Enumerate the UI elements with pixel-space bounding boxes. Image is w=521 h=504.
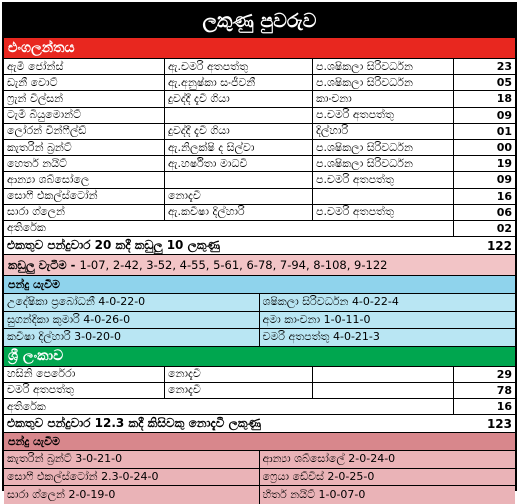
batting-row xyxy=(4,156,515,172)
runs: 09 xyxy=(496,108,512,122)
bowler: ප.ශෂිකලා සිරිවර්ධන xyxy=(313,75,454,90)
dismissal xyxy=(165,108,313,123)
bowling-row xyxy=(4,329,515,347)
bowler-figures: ශෂිකලා සිරිවර්ධන 4-0-22-4 xyxy=(262,295,399,309)
bowler-figures: අමා කාංචනා 1-0-11-0 xyxy=(262,312,371,326)
batter-name: සාරා ග්ලෙන් xyxy=(4,205,165,220)
runs: 01 xyxy=(496,124,512,138)
scorecard-title: ලකුණු පුවරුව xyxy=(4,4,515,38)
batter-name: ආන්‍යා ශබ්සෝලෙ xyxy=(4,172,165,187)
team1-header: එංගලන්තය xyxy=(4,38,515,59)
extras-label: අතිරේක xyxy=(4,221,454,236)
dismissal xyxy=(165,172,313,187)
batting-row xyxy=(4,383,515,399)
dismissal: ඇ.නිලක්ෂි ද සිල්වා xyxy=(165,140,313,155)
runs: 09 xyxy=(496,173,512,187)
dismissal: දුවද්දී දැවී ගියා xyxy=(165,124,313,139)
batting-row xyxy=(4,124,515,140)
batting-row xyxy=(4,91,515,107)
bowler xyxy=(313,367,454,382)
bowler xyxy=(313,189,454,204)
dismissal: ඇ.චමරි අතපත්තු xyxy=(165,59,313,74)
batter-name: හසිනි පෙරේරා xyxy=(4,367,165,382)
fow-label: කඩුලු වැටීම - xyxy=(8,257,76,272)
bowler: ප.ශෂිකලා සිරිවර්ධන xyxy=(313,156,454,171)
team2-batting-table xyxy=(4,367,515,399)
bowling-row xyxy=(4,294,515,312)
bowler-figures: හීතර් නයිට් 1-0-07-0 xyxy=(262,487,366,501)
extras-value: 16 xyxy=(496,400,512,414)
scorecard xyxy=(2,2,517,501)
batting-row xyxy=(4,108,515,124)
runs: 29 xyxy=(496,367,512,381)
bowler: දිල්හාරි xyxy=(313,124,454,139)
total-value: 122 xyxy=(486,238,512,253)
bowler-figures: සුගන්දිකා කුමාරි 4-0-26-0 xyxy=(4,312,260,329)
runs: 19 xyxy=(496,157,512,171)
runs: 18 xyxy=(496,92,512,106)
bowler: ප.චමරි අතපත්තු xyxy=(313,172,454,187)
bowler-figures: ආන්‍යා ශබ්සෝලේ 2-0-24-0 xyxy=(262,452,396,466)
bowler-figures: චමරි අතපත්තු 4-0-21-3 xyxy=(262,330,380,344)
team1-extras-row xyxy=(4,221,515,237)
runs: 00 xyxy=(496,141,512,155)
team2-total-row xyxy=(4,415,515,433)
dismissal: නොදැවී xyxy=(165,189,313,204)
batting-row xyxy=(4,172,515,188)
team2-bowling-table xyxy=(4,451,515,504)
batting-row xyxy=(4,367,515,383)
runs: 06 xyxy=(496,205,512,219)
fall-of-wickets xyxy=(4,255,515,276)
bowler: ප.චමරි අතපත්තු xyxy=(313,205,454,220)
bowling-row xyxy=(4,312,515,330)
dismissal: ඇ.හර්ෂිතා මාධවී xyxy=(165,156,313,171)
batter-name: ලෝරන් වින්ෆීල්ඩ් xyxy=(4,124,165,139)
total-label: එකතුව පන්දුවාර 12.3 කදී කිසිවකු නොදැවී ලකුණු xyxy=(7,416,261,431)
batter-name: ටැමී බියුමොන්ට් xyxy=(4,108,165,123)
extras-label: අතිරේක xyxy=(4,399,454,414)
batter-name: චමරි අතපත්තු xyxy=(4,383,165,398)
bowling-row xyxy=(4,451,515,469)
team2-header: ශ්‍රී ලංකාව xyxy=(4,347,515,367)
batter-name: ෆ්‍රැන් විල්සන් xyxy=(4,91,165,106)
batting-row xyxy=(4,59,515,75)
bowler: කාංචනා xyxy=(313,91,454,106)
bowler xyxy=(313,383,454,398)
batting-row xyxy=(4,189,515,205)
team1-batting-table xyxy=(4,59,515,221)
runs: 78 xyxy=(496,383,512,397)
bowler-figures: සොෆී එකල්ස්ටෝන් 2.3-0-24-0 xyxy=(4,469,260,486)
team2-bowling-header: පන්දු යැවීම xyxy=(4,433,515,451)
runs: 05 xyxy=(496,76,512,90)
team2-extras-row xyxy=(4,399,515,415)
bowler-figures: කැතරින් බ්‍රන්ට් 3-0-21-0 xyxy=(4,451,260,468)
total-label: එකතුව පන්දුවාර 20 කදී කඩුලු 10 ලකුණු xyxy=(7,238,220,253)
bowler: ප.ශෂිකලා සිරිවර්ධන xyxy=(313,140,454,155)
total-value: 123 xyxy=(486,416,512,431)
team1-bowling-header: පන්දු යැවීම xyxy=(4,276,515,294)
batter-name: ඇමී ජෝන්ස් xyxy=(4,59,165,74)
fow-values: 1-07, 2-42, 3-52, 4-55, 5-61, 6-78, 7-94, 8-108, 9-122 xyxy=(79,258,388,273)
batting-row xyxy=(4,205,515,221)
dismissal: නොදැවී xyxy=(165,383,313,398)
batter-name: කැතරින් බ්‍රන්ට් xyxy=(4,140,165,155)
team1-total-row xyxy=(4,237,515,255)
batter-name: හෙතර් නයිට් xyxy=(4,156,165,171)
dismissal: නොදැවී xyxy=(165,367,313,382)
bowler-figures: ෆ්‍රෙයා ඩේවිස් 2-0-25-0 xyxy=(262,469,375,483)
dismissal: දුවද්දී දැවී ගියා xyxy=(165,91,313,106)
bowler: ප.චමරි අතපත්තු xyxy=(313,108,454,123)
bowling-row xyxy=(4,469,515,487)
runs: 23 xyxy=(496,60,512,74)
dismissal: ඇ.කවීෂා දිල්හාරි xyxy=(165,205,313,220)
extras-value: 02 xyxy=(496,221,512,235)
batter-name: සොෆී එකල්ස්ටෝන් xyxy=(4,189,165,204)
team1-bowling-table xyxy=(4,294,515,347)
bowler-figures: සාරා ග්ලෙන් 2-0-19-0 xyxy=(4,486,260,504)
bowler: ප.ශෂිකලා සිරිවර්ධන xyxy=(313,59,454,74)
dismissal: ඇ.අනුෂ්කා සංජීවනී xyxy=(165,75,313,90)
batting-row xyxy=(4,140,515,156)
runs: 16 xyxy=(496,189,512,203)
batting-row xyxy=(4,75,515,91)
batter-name: ඩැනී වොට් xyxy=(4,75,165,90)
bowler-figures: උදේෂිකා ප්‍රබෝධනී 4-0-22-0 xyxy=(4,294,260,311)
bowler-figures: කවීෂා දිල්හාරි 3-0-20-0 xyxy=(4,329,260,346)
